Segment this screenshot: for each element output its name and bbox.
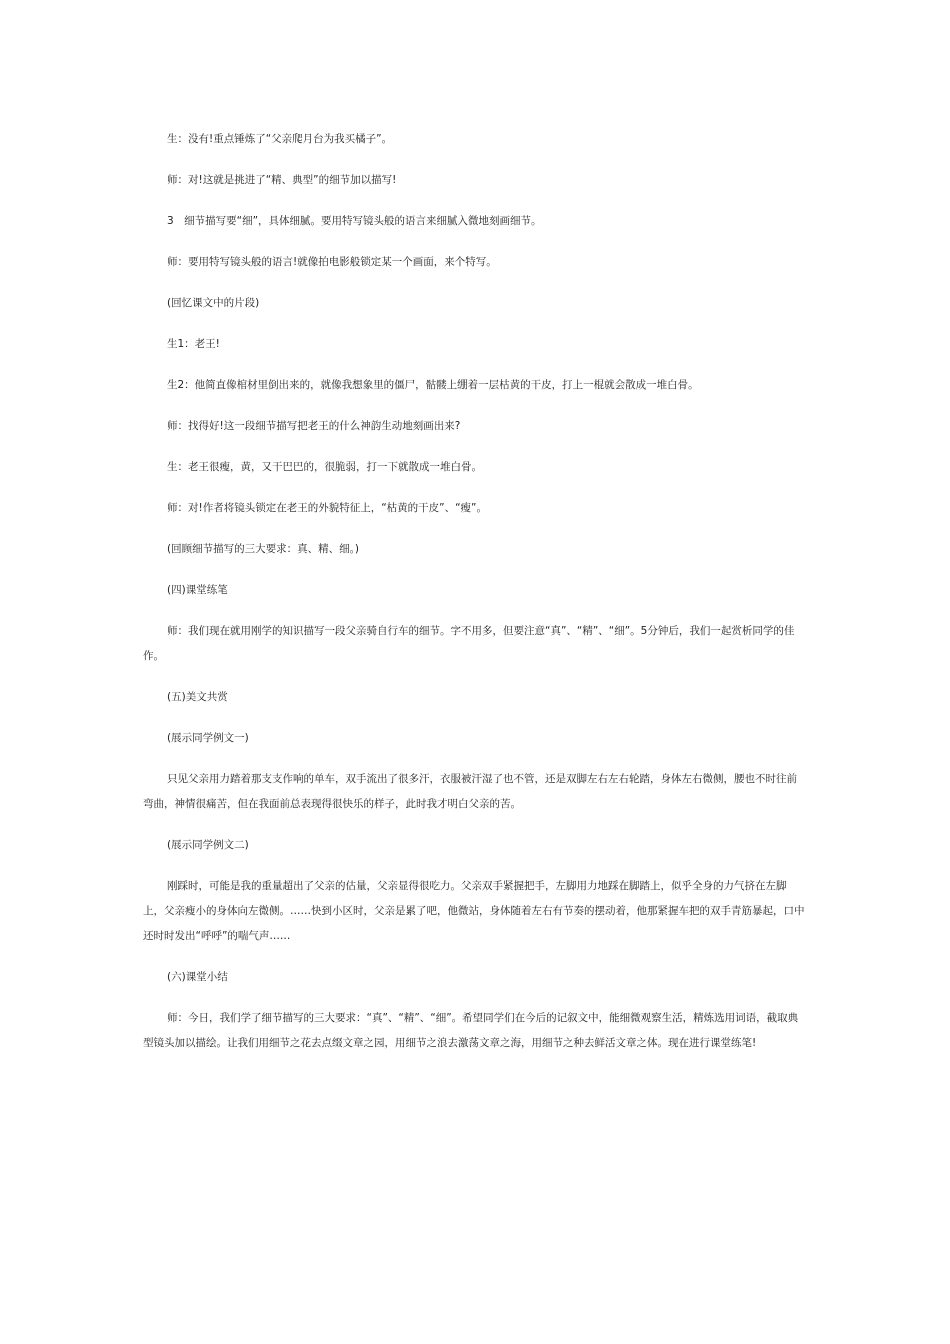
paragraph: 师：找得好!这一段细节描写把老王的什么神韵生动地刻画出来?: [167, 420, 461, 432]
paragraph: 刚踩时，可能是我的重量超出了父亲的估量，父亲显得很吃力。父亲双手紧握把手，左脚用力地踩在脚踏上，似乎全身的力气挤在左脚上，父亲瘦小的身体向左微侧。……快到小区时，父亲是累了吧，他微站，身体随着左右有节奏的摆动着，他那紧握车把的双手青筋暴起，口中还时时发出“呼呼”的喘气声……: [143, 880, 805, 942]
paragraph: 师：要用特写镜头般的语言!就像拍电影般锁定某一个画面，来个特写。: [167, 256, 497, 268]
paragraph: 生：没有!重点锤炼了“父亲爬月台为我买橘子”。: [167, 133, 393, 145]
paragraph: (展示同学例文一): [167, 732, 249, 744]
paragraph: (回顾细节描写的三大要求：真、精、细。): [167, 543, 359, 555]
paragraph: 师：对!作者将镜头锁定在老王的外貌特征上，“枯黄的干皮”、“瘦”。: [167, 502, 487, 514]
document-body: [143, 127, 807, 1072]
section-heading: (四)课堂练笔: [167, 584, 228, 596]
paragraph: 生2：他简直像棺材里倒出来的，就像我想象里的僵尸，骷髅上绷着一层枯黄的干皮，打上一棍就会散成一堆白骨。: [167, 379, 699, 391]
paragraph: 3 细节描写要“细”，具体细腻。要用特写镜头般的语言来细腻入微地刻画细节。: [167, 215, 542, 227]
paragraph: (展示同学例文二): [167, 839, 249, 851]
paragraph: 师：今日，我们学了细节描写的三大要求：“真”、“精”、“细”。希望同学们在今后的记叙文中，能细微观察生活，精炼选用词语，截取典型镜头加以描绘。让我们用细节之花去点缀文章之园，用细节之浪去激荡文章之海，用细节之种去鲜活文章之体。现在进行课堂练笔!: [143, 1012, 799, 1049]
paragraph: 师：我们现在就用刚学的知识描写一段父亲骑自行车的细节。字不用多，但要注意“真”、“精”、“细”。5分钟后，我们一起赏析同学的佳作。: [143, 625, 795, 662]
section-heading: (五)美文共赏: [167, 691, 228, 703]
paragraph: 师：对!这就是挑进了“精、典型”的细节加以描写!: [167, 174, 397, 186]
paragraph: 生：老王很瘦，黄，又干巴巴的，很脆弱，打一下就散成一堆白骨。: [167, 461, 482, 473]
paragraph: 生1：老王!: [167, 338, 220, 350]
paragraph: 只见父亲用力踏着那支支作响的单车，双手流出了很多汗，衣服被汗湿了也不管，还是双脚左右左右轮踏，身体左右微侧，腰也不时往前弯曲，神情很痛苦，但在我面前总表现得很快乐的样子，此时我才明白父亲的苦。: [143, 773, 797, 810]
section-heading: (六)课堂小结: [167, 971, 228, 983]
paragraph: (回忆课文中的片段): [167, 297, 260, 309]
